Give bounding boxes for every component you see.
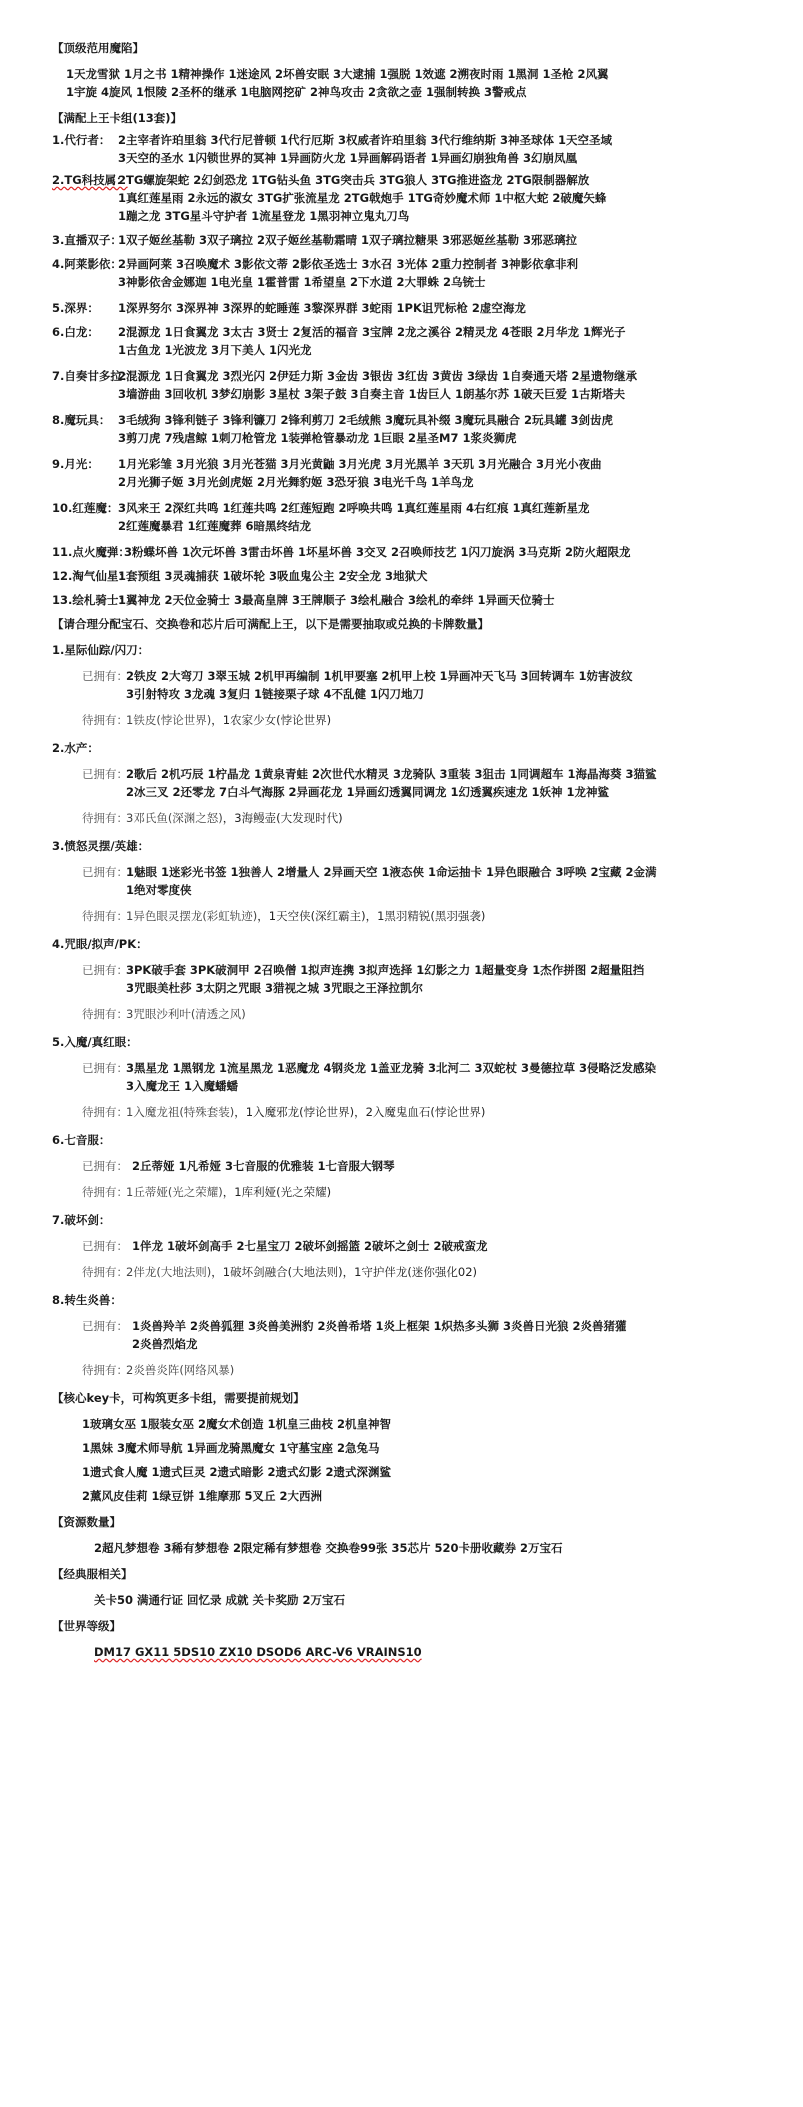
deck-name: 12.淘气仙星： xyxy=(52,569,130,583)
key-card-line: 1黑妹 3魔术师导航 1异画龙骑黑魔女 1守墓宝座 2急兔马 xyxy=(82,1441,380,1455)
deck-name: 4.阿莱影依： xyxy=(52,257,122,271)
deck-name: 3.直播双子： xyxy=(52,233,122,247)
need-line xyxy=(126,1104,485,1120)
deck-line: 1蹦之龙 3TG星斗守护者 1流星登龙 1黑羽神立鬼丸刀鸟 xyxy=(118,209,410,223)
need-main: 3邓氏鱼(深渊之怒) xyxy=(126,811,223,825)
need-label: 待拥有： xyxy=(82,1265,128,1279)
need-line xyxy=(126,1362,234,1378)
have-line: 1伴龙 1破坏剑高手 2七星宝刀 2破坏剑摇篮 2破坏之剑士 2破戒蛮龙 xyxy=(132,1239,488,1253)
need-label: 待拥有： xyxy=(82,1363,128,1377)
deck-line: 2月光狮子姬 3月光剑虎姬 2月光舞豹姬 3恐牙狼 3电光千鸟 1羊鸟龙 xyxy=(118,475,474,489)
world-level-line: DM17 GX11 5DS10 ZX10 DSOD6 ARC-V6 VRAINS10 xyxy=(94,1645,422,1659)
deck-line: 3风来王 2深红共鸣 1红莲共鸣 2红莲短跑 2呼唤共鸣 1真红莲星雨 4右红痕 1真红莲新星龙 xyxy=(118,501,590,515)
deck-line: 3毛绒狗 3锋利链子 3锋利镰刀 2锋利剪刀 2毛绒熊 3魔玩具补缀 3魔玩具融合 2玩具罐 3剑齿虎 xyxy=(118,413,614,427)
deck-line: 3神影依舍金娜迦 1电光皇 1霍普雷 1希望皇 2下水道 2大罪蛛 2乌铳士 xyxy=(118,275,486,289)
have-line: 2炎兽烈焰龙 xyxy=(132,1337,198,1351)
need-tail: ，1破坏剑融合(大地法则)，1守护伴龙(迷你强化02) xyxy=(211,1265,478,1279)
category-name: 7.破坏剑： xyxy=(52,1213,111,1227)
have-label: 已拥有： xyxy=(82,865,128,879)
need-tail: ，1天空侠(深红霸主)，1黑羽精锐(黑羽强袭) xyxy=(257,909,486,923)
need-tail: ，3海鳗壶(大发现时代) xyxy=(222,811,343,825)
need-line xyxy=(126,1184,331,1200)
have-label: 已拥有： xyxy=(82,1239,128,1253)
key-card-line: 2薰风皮佳莉 1绿豆饼 1维摩那 5叉丘 2大西洲 xyxy=(82,1489,323,1503)
need-main: 2伴龙(大地法则) xyxy=(126,1265,212,1279)
need-tail: ，1入魔邪龙(悖论世界)，2入魔鬼血石(悖论世界) xyxy=(234,1105,486,1119)
need-label: 待拥有： xyxy=(82,909,128,923)
have-line: 3咒眼美杜莎 3太阴之咒眼 3猎视之城 3咒眼之王泽拉凯尔 xyxy=(126,981,424,995)
deck-name: 7.自奏甘多拉： xyxy=(52,369,134,383)
section-title-key-cards: 【核心key卡，可构筑更多卡组，需要提前规划】 xyxy=(52,1391,305,1405)
deck-name: 5.深界： xyxy=(52,301,99,315)
deck-line: 2异画阿莱 3召唤魔术 3影依文蒂 2影依圣选士 3水召 3光体 2重力控制者 3神影依拿非利 xyxy=(118,257,579,271)
have-line: 1炎兽羚羊 2炎兽狐狸 3炎兽美洲豹 2炎兽希塔 1炎上框架 1炽热多头狮 3炎兽日光狼 2炎兽猪獾 xyxy=(132,1319,627,1333)
have-line: 3黑星龙 1黑钢龙 1流星黑龙 1恶魔龙 4钢炎龙 1盖亚龙骑 3北河二 3双蛇杖 3曼德拉草 3侵略泛发感染 xyxy=(126,1061,657,1075)
section-title-decks: 【满配上王卡组(13套)】 xyxy=(52,111,183,125)
deck-line: 3墙游曲 3回收机 3梦幻崩影 3星杖 3架子鼓 3自奏主音 1齿巨人 1朗基尔苏 1破天巨爱 1古斯塔夫 xyxy=(118,387,626,401)
have-line: 2丘蒂娅 1凡希娅 3七音服的优雅装 1七音服大钢琴 xyxy=(132,1159,395,1173)
need-label: 待拥有： xyxy=(82,1185,128,1199)
deck-name: 8.魔玩具： xyxy=(52,413,111,427)
have-line: 3PK破手套 3PK破洞甲 2召唤僧 1拟声连携 3拟声选择 1幻影之力 1超量变身 1杰作拼图 2超量阻挡 xyxy=(126,963,645,977)
have-label: 已拥有： xyxy=(82,1061,128,1075)
need-main: 1异色眼灵摆龙(彩虹轨迹) xyxy=(126,909,258,923)
deck-line: 3粉蝶坏兽 1次元坏兽 3雷击坏兽 1坏星坏兽 3交叉 2召唤师技艺 1闪刀旋涡 3马克斯 2防火超限龙 xyxy=(124,545,631,559)
need-line xyxy=(126,1006,246,1022)
have-label: 已拥有： xyxy=(82,1159,128,1173)
need-line xyxy=(126,908,485,924)
have-line: 2歌后 2机巧辰 1柠晶龙 1黄泉青蛙 2次世代水精灵 3龙骑队 3重装 3狙击 1同调超车 1海晶海葵 3猫鲨 xyxy=(126,767,657,781)
have-line: 1绝对零度侠 xyxy=(126,883,192,897)
deck-name: 1.代行者： xyxy=(52,133,111,147)
category-name: 5.入魔/真红眼： xyxy=(52,1035,138,1049)
deck-line: 2主宰者许珀里翁 3代行尼普顿 1代行厄斯 3权威者许珀里翁 3代行维纳斯 3神圣球体 1天空圣域 xyxy=(118,133,613,147)
category-name: 4.咒眼/拟声/PK： xyxy=(52,937,148,951)
deck-line: 1真红莲星雨 2永远的淑女 3TG扩张流星龙 2TG戟炮手 1TG奇妙魔术师 1中枢大蛇 2破魔矢蜂 xyxy=(118,191,607,205)
need-tail: ，1库利娅(光之荣耀) xyxy=(222,1185,332,1199)
have-line: 3入魔龙王 1入魔蟠蟠 xyxy=(126,1079,239,1093)
deck-name: 11.点火魔弹： xyxy=(52,545,130,559)
deck-line: 1套预组 3灵魂捕获 1破坏轮 3吸血鬼公主 2安全龙 3地狱犬 xyxy=(118,569,428,583)
category-name: 2.水产： xyxy=(52,741,99,755)
need-main: 1入魔龙祖(特殊套装) xyxy=(126,1105,235,1119)
deck-line: 1月光彩雏 3月光狼 3月光苍猫 3月光黄鼬 3月光虎 3月光黑羊 3天玑 3月光融合 3月光小夜曲 xyxy=(118,457,602,471)
need-main: 1铁皮(悖论世界) xyxy=(126,713,212,727)
need-main: 2炎兽炎阵(网络风暴) xyxy=(126,1363,235,1377)
deck-line: 1翼神龙 2天位金骑士 3最高皇牌 3王牌顺子 3绘札融合 3绘札的牵绊 1异画天位骑士 xyxy=(118,593,555,607)
category-name: 8.转生炎兽： xyxy=(52,1293,122,1307)
deck-name: 2.TG科技属： xyxy=(52,173,128,187)
need-label: 待拥有： xyxy=(82,811,128,825)
category-name: 3.愤怒灵摆/英雄： xyxy=(52,839,150,853)
resources-line: 2超凡梦想卷 3稀有梦想卷 2限定稀有梦想卷 交换卷99张 35芯片 520卡册收藏券 2万宝石 xyxy=(94,1541,563,1555)
need-main: 1丘蒂娅(光之荣耀) xyxy=(126,1185,223,1199)
category-name: 6.七音服： xyxy=(52,1133,111,1147)
deck-name: 9.月光： xyxy=(52,457,99,471)
deck-line: 2TG螺旋架蛇 2幻剑恐龙 1TG钻头鱼 3TG突击兵 3TG狼人 3TG推进盗龙 2TG限制器解放 xyxy=(118,173,590,187)
need-label: 待拥有： xyxy=(82,1007,128,1021)
section-title-resources: 【资源数量】 xyxy=(52,1515,121,1529)
deck-line: 3天空的圣水 1闪锁世界的冥神 1异画防火龙 1异画解码语者 1异画幻崩独角兽 3幻崩凤凰 xyxy=(118,151,578,165)
deck-name: 6.白龙： xyxy=(52,325,99,339)
section-title-world-level: 【世界等级】 xyxy=(52,1619,121,1633)
deck-line: 3剪刀虎 7残虐鲸 1刺刀枪管龙 1装弹枪管暴动龙 1巨眼 2星圣M7 1浆炎狮虎 xyxy=(118,431,517,445)
deck-line: 2红莲魔暴君 1红莲魔葬 6暗黑终结龙 xyxy=(118,519,312,533)
have-label: 已拥有： xyxy=(82,963,128,977)
section-title-acquire: 【请合理分配宝石、交换卷和芯片后可满配上王，以下是需要抽取或兑换的卡牌数量】 xyxy=(52,617,489,631)
text-line: 1天龙雪狱 1月之书 1精神操作 1迷途风 2坏兽安眠 3大逮捕 1强脱 1效遮 2溯夜时雨 1黑洞 1圣枪 2风翼 xyxy=(66,67,609,81)
have-label: 已拥有： xyxy=(82,767,128,781)
need-tail: ，1农家少女(悖论世界) xyxy=(211,713,332,727)
deck-line: 1古鱼龙 1光波龙 3月下美人 1闪光龙 xyxy=(118,343,312,357)
section-title-top-spells: 【顶级范用魔陷】 xyxy=(52,41,144,55)
deck-line: 1深界努尔 3深界神 3深界的蛇睡莲 3黎深界群 3蛇雨 1PK诅咒标枪 2虚空海龙 xyxy=(118,301,526,315)
have-line: 2冰三叉 2还零龙 7白斗气海豚 2异画花龙 1异画幻透翼同调龙 1幻透翼疾速龙 1妖神 1龙神鲨 xyxy=(126,785,610,799)
have-line: 2铁皮 2大弯刀 3翠玉城 2机甲再编制 1机甲要塞 2机甲上校 1异画冲天飞马 3回转调车 1妨害波纹 xyxy=(126,669,633,683)
deck-line: 1双子姬丝基勒 3双子璃拉 2双子姬丝基勒霜晴 1双子璃拉糖果 3邪恶姬丝基勒 3邪恶璃拉 xyxy=(118,233,578,247)
key-card-line: 1遗式食人魔 1遗式巨灵 2遗式暗影 2遗式幻影 2遗式深渊鲨 xyxy=(82,1465,392,1479)
need-line xyxy=(126,712,331,728)
text-line: 1宇旋 4旋风 1恨陵 2圣杯的继承 1电脑网挖矿 2神鸟攻击 2贪欲之壶 1强制转换 3警戒点 xyxy=(66,85,527,99)
deck-name: 13.绘札骑士： xyxy=(52,593,130,607)
have-label: 已拥有： xyxy=(82,669,128,683)
have-line: 1魅眼 1迷彩光书签 1独善人 2增量人 2异画天空 1液态侠 1命运抽卡 1异色眼融合 3呼唤 2宝藏 2金满 xyxy=(126,865,657,879)
section-title-classic: 【经典服相关】 xyxy=(52,1567,133,1581)
deck-name: 10.红莲魔： xyxy=(52,501,119,515)
need-main: 3咒眼沙利叶(清透之风) xyxy=(126,1007,246,1021)
need-label: 待拥有： xyxy=(82,1105,128,1119)
classic-line: 关卡50 满通行证 回忆录 成就 关卡奖励 2万宝石 xyxy=(94,1593,346,1607)
key-card-line: 1玻璃女巫 1服装女巫 2魔女术创造 1机皇三曲枝 2机皇神智 xyxy=(82,1417,392,1431)
have-line: 3引射特攻 3龙魂 3复归 1链接栗子球 4不乱健 1闪刀地刀 xyxy=(126,687,425,701)
need-label: 待拥有： xyxy=(82,713,128,727)
deck-line: 2混源龙 1日食翼龙 3烈光闪 2伊廷力斯 3金齿 3银齿 3红齿 3黄齿 3绿齿 1自奏通天塔 2星遗物继承 xyxy=(118,369,638,383)
need-line xyxy=(126,1264,477,1280)
need-line xyxy=(126,810,343,826)
have-label: 已拥有： xyxy=(82,1319,128,1333)
category-name: 1.星际仙踪/闪刀： xyxy=(52,643,150,657)
deck-line: 2混源龙 1日食翼龙 3太古 3贤士 2复活的福音 3宝牌 2龙之溪谷 2精灵龙 4苍眼 2月华龙 1辉光子 xyxy=(118,325,626,339)
